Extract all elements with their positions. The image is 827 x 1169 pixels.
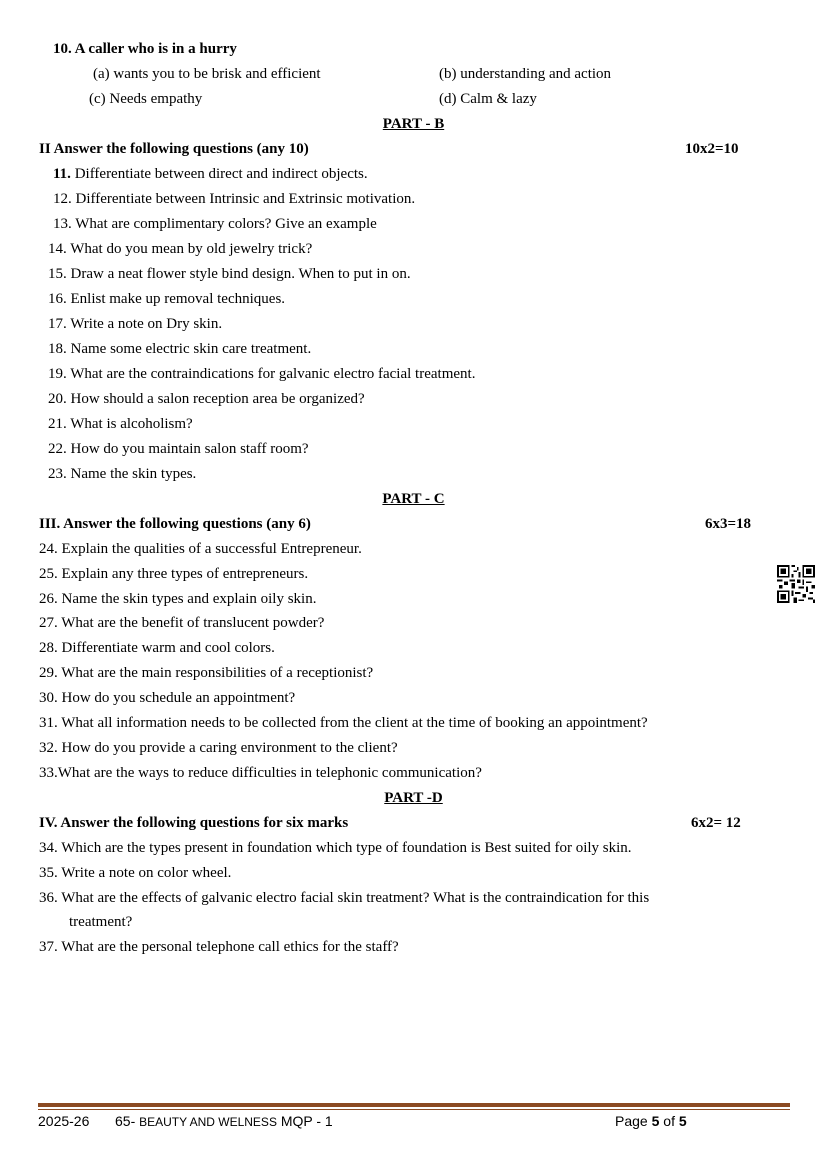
question-item: 26. Name the skin types and explain oily skin. [39,591,317,607]
q10-option-c: (c) Needs empathy [89,91,203,107]
question-35: 35. Write a note on color wheel. [39,865,232,881]
question-11-number: 11. [53,166,71,182]
question-item: 17. Write a note on Dry skin. [48,316,223,332]
question-11-text: Differentiate between direct and indirect objects. [70,166,368,182]
question-36-line-2: treatment? [69,914,133,930]
part-b-heading: II Answer the following questions (any 10) [39,141,309,157]
question-36-line-1: 36. What are the effects of galvanic electro facial skin treatment? What is the contraindication for this [39,890,650,906]
question-item: 23. Name the skin types. [48,466,197,482]
question-11 [53,165,368,183]
question-item: 25. Explain any three types of entrepreneurs. [39,566,309,582]
question-item: 33.What are the ways to reduce difficulties in telephonic communication? [39,765,482,781]
part-b-marks: 10x2=10 [685,141,739,157]
question-item: 12. Differentiate between Intrinsic and Extrinsic motivation. [53,191,416,207]
part-d-title: PART -D [384,790,443,806]
question-item: 16. Enlist make up removal techniques. [48,291,286,307]
question-item: 28. Differentiate warm and cool colors. [39,640,275,656]
footer-page-prefix: Page [615,1113,652,1129]
question-37: 37. What are the personal telephone call ethics for the staff? [39,939,399,955]
footer-page-of: of [659,1113,679,1129]
question-item: 27. What are the benefit of translucent powder? [39,615,325,631]
part-c-title: PART - C [382,491,445,507]
question-item: 15. Draw a neat flower style bind design. When to put in on. [48,266,411,282]
footer-page-total: 5 [678,1113,687,1129]
part-b-title: PART - B [382,116,445,132]
qr-code-icon [777,565,815,603]
footer-subject-name: BEAUTY AND WELNESS [139,1115,277,1129]
q10-option-a: (a) wants you to be brisk and efficient [93,66,321,82]
question-item: 14. What do you mean by old jewelry trick? [48,241,313,257]
part-c-marks: 6x3=18 [705,516,752,532]
q10-option-d: (d) Calm & lazy [439,91,537,107]
question-item: 31. What all information needs to be collected from the client at the time of booking an appointment? [39,715,648,731]
footer-code: 65- [115,1113,136,1129]
question-item: 32. How do you provide a caring environment to the client? [39,740,398,756]
question-item: 13. What are complimentary colors? Give an example [53,216,377,232]
q10-stem: 10. A caller who is in a hurry [53,41,237,57]
footer-subject [115,1112,333,1131]
footer-year: 2025-26 [38,1113,90,1129]
question-item: 21. What is alcoholism? [48,416,193,432]
part-d-heading: IV. Answer the following questions for six marks [39,815,349,831]
footer-rule-thick [38,1103,790,1107]
question-item: 22. How do you maintain salon staff room? [48,441,309,457]
question-item: 24. Explain the qualities of a successful Entrepreneur. [39,541,362,557]
part-d-marks: 6x2= 12 [691,815,741,831]
question-item: 18. Name some electric skin care treatment. [48,341,312,357]
footer-page-current: 5 [651,1113,660,1129]
q10-option-b: (b) understanding and action [439,66,612,82]
part-c-heading: III. Answer the following questions (any 6) [39,516,311,532]
question-item: 19. What are the contraindications for galvanic electro facial treatment. [48,366,476,382]
footer-rule-thin [38,1109,790,1110]
question-item: 30. How do you schedule an appointment? [39,690,296,706]
footer-page-number [615,1112,687,1130]
footer-paper: MQP - 1 [280,1113,333,1129]
question-item: 29. What are the main responsibilities of a receptionist? [39,665,374,681]
question-34: 34. Which are the types present in foundation which type of foundation is Best suited for oily skin. [39,840,632,856]
question-item: 20. How should a salon reception area be organized? [48,391,365,407]
